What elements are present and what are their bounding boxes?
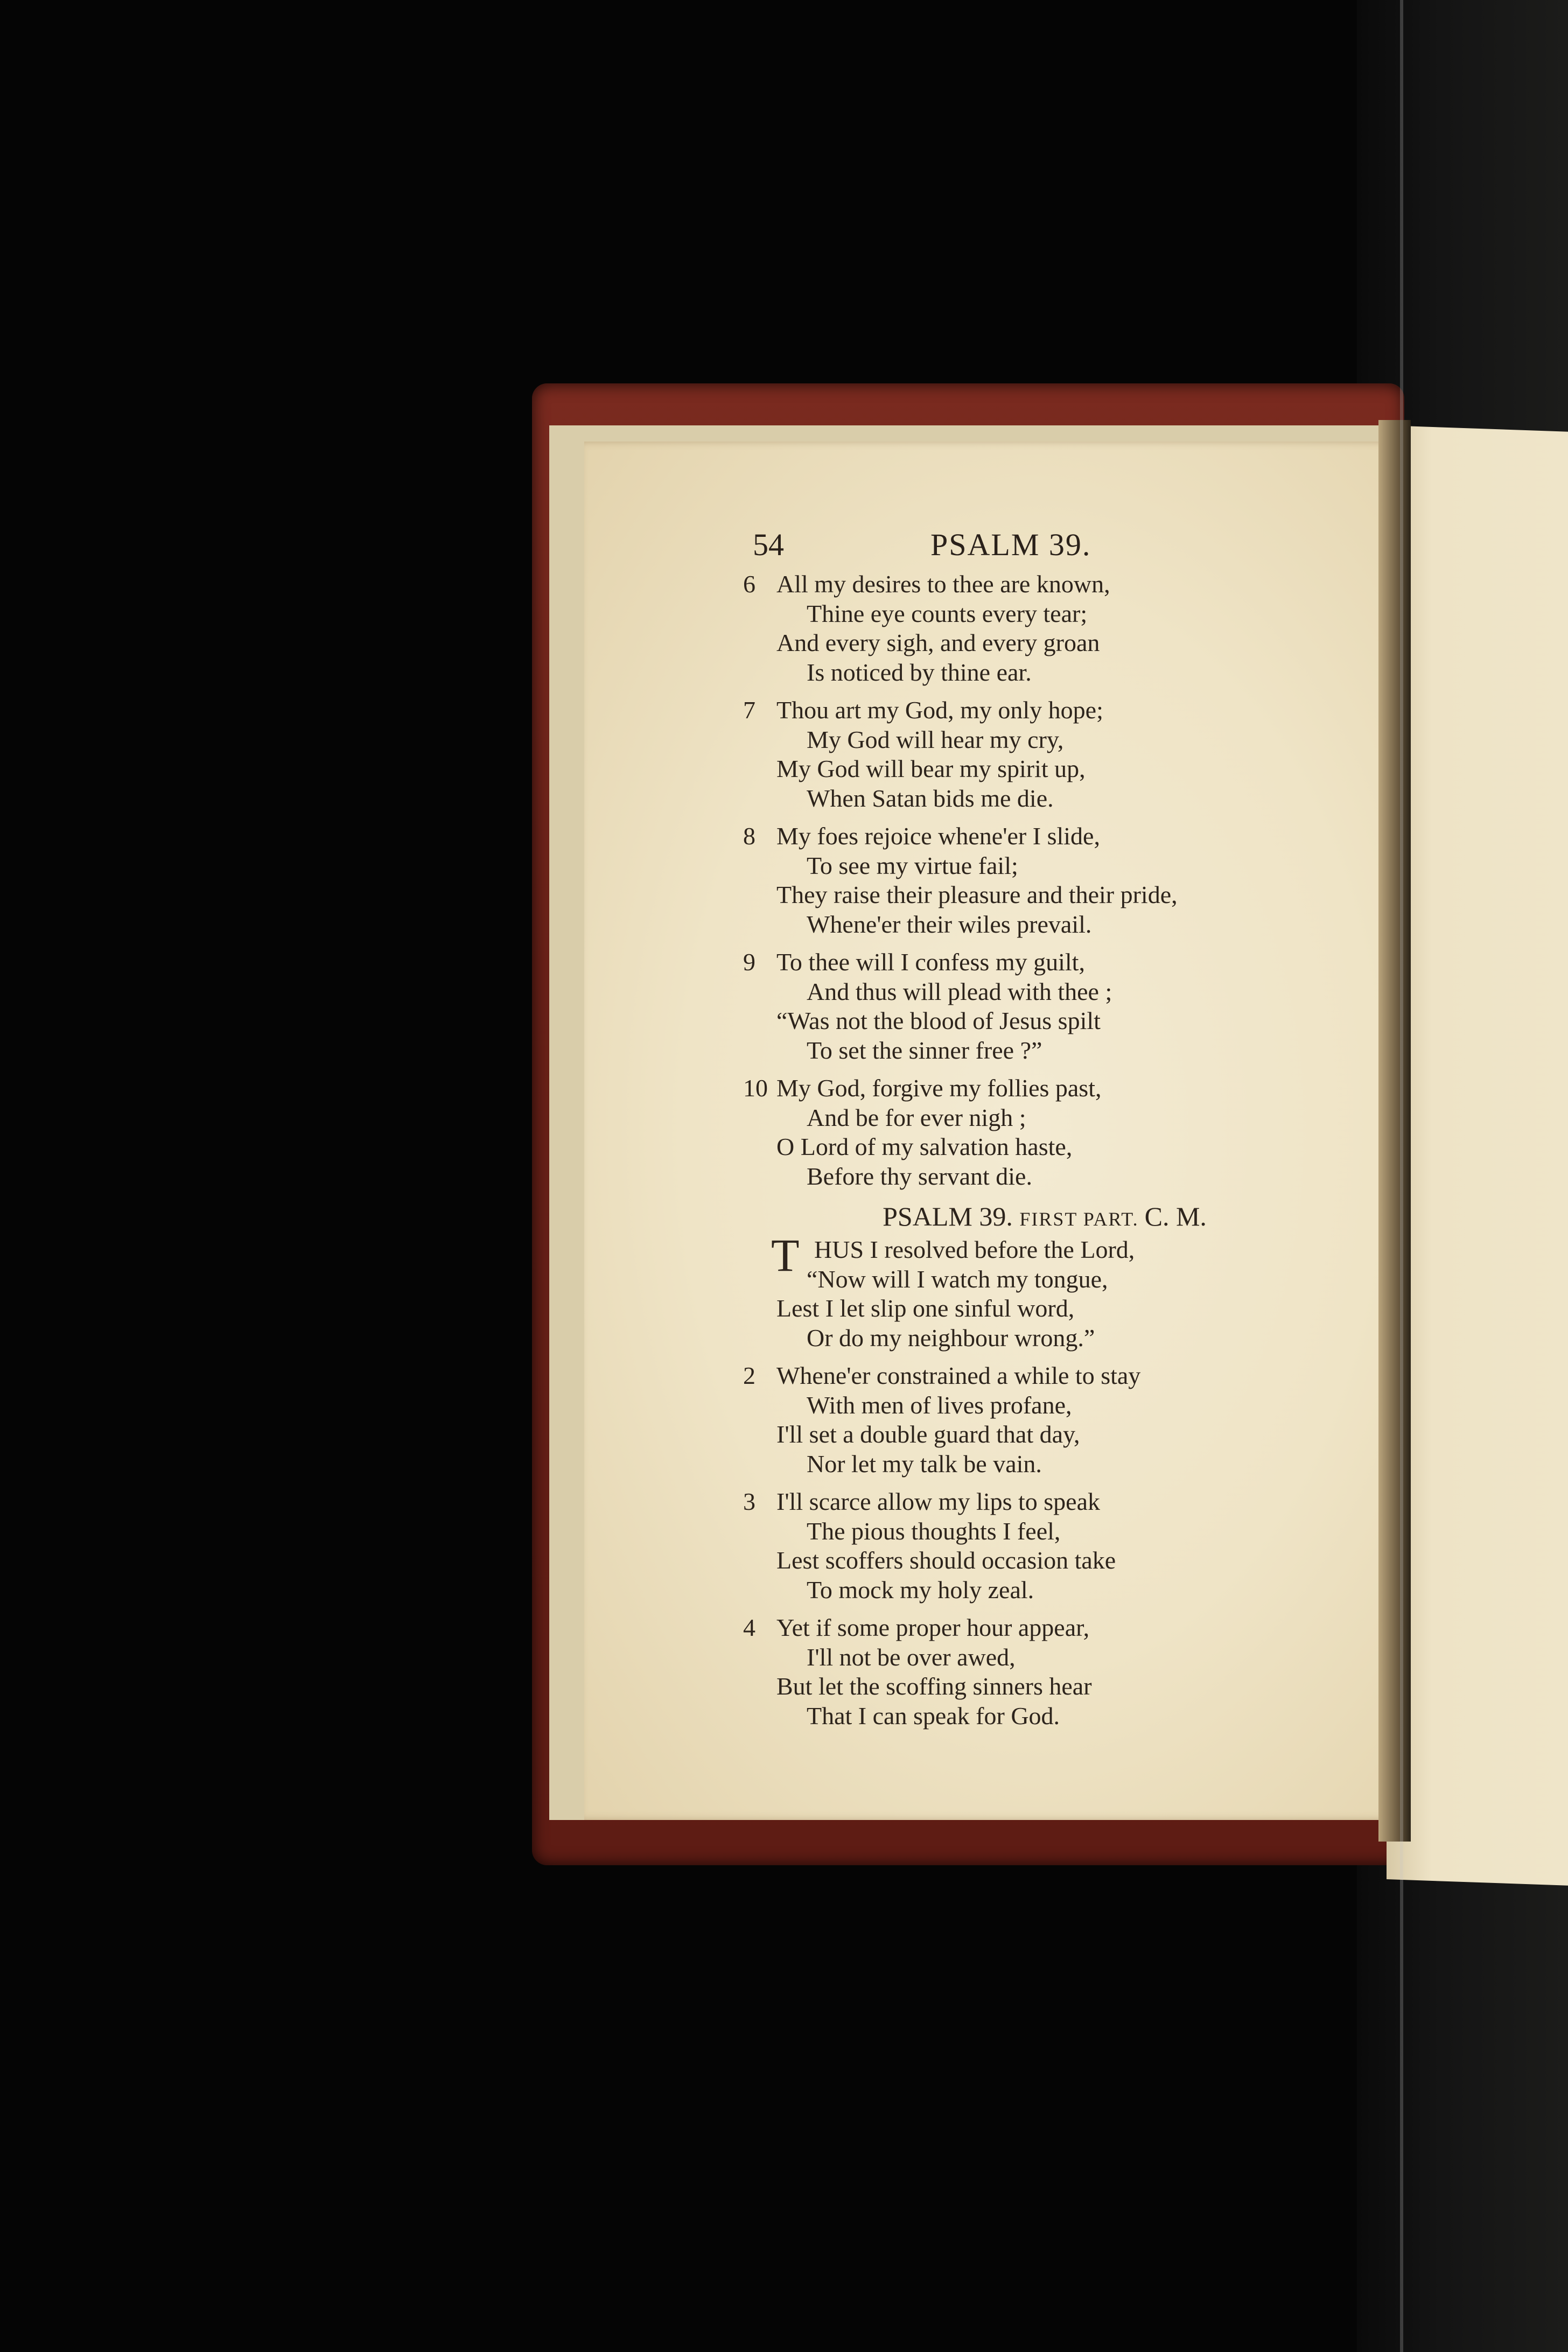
verse-text: Thou art my God, my only hope; — [776, 696, 1103, 724]
verse-line — [743, 1324, 1346, 1353]
verse-text: To thee will I confess my guilt, — [776, 948, 1085, 976]
verse-line — [743, 1450, 1346, 1479]
verse-text: HUS I resolved before the Lord, — [814, 1236, 1135, 1263]
verse-line — [743, 570, 1346, 599]
stanza-gap — [743, 1353, 1346, 1361]
verse-text: “Now will I watch my tongue, — [807, 1265, 1108, 1293]
verse-line — [743, 1294, 1346, 1324]
verse-text: The pious thoughts I feel, — [807, 1517, 1061, 1545]
verse-text: My God, forgive my follies past, — [776, 1074, 1102, 1102]
verse-line — [743, 1702, 1346, 1731]
stanza — [743, 822, 1346, 939]
page-number: 54 — [753, 527, 784, 562]
stanza-number: 3 — [743, 1488, 755, 1515]
verse-text: Nor let my talk be vain. — [807, 1450, 1042, 1478]
running-head-title: PSALM 39. — [930, 527, 1091, 562]
verse-text: With men of lives profane, — [807, 1391, 1072, 1419]
running-header — [753, 527, 1302, 564]
stanza-number: 4 — [743, 1614, 755, 1641]
verse-text: And every sigh, and every groan — [776, 629, 1100, 656]
verse-text: Thine eye counts every tear; — [807, 599, 1088, 627]
section-heading — [743, 1202, 1346, 1235]
verse-text: All my desires to thee are known, — [776, 570, 1110, 598]
stanza — [743, 1229, 1346, 1353]
verse-line — [743, 1546, 1346, 1576]
verse-line — [743, 1487, 1346, 1517]
stanza-gap — [743, 1479, 1346, 1487]
verse-line — [743, 1420, 1346, 1450]
section-meter: C. M. — [1144, 1201, 1207, 1231]
stanza-number: 6 — [743, 570, 755, 598]
verse-text: And be for ever nigh ; — [807, 1103, 1026, 1131]
verse-text: “Was not the blood of Jesus spilt — [776, 1007, 1101, 1034]
stanza-number: 10 — [743, 1074, 768, 1102]
verse-text: Before thy servant die. — [807, 1162, 1032, 1190]
verse-line — [743, 1006, 1346, 1036]
verse-line — [743, 1672, 1346, 1702]
verse-line — [743, 977, 1346, 1007]
stanza-gap — [743, 1065, 1346, 1074]
verse-text: But let the scoffing sinners hear — [776, 1672, 1092, 1700]
verse-line — [743, 1613, 1346, 1643]
verse-text: And thus will plead with thee ; — [807, 977, 1112, 1005]
verse-line — [743, 1643, 1346, 1672]
stanza — [743, 696, 1346, 813]
verse-text: Is noticed by thine ear. — [807, 658, 1032, 686]
verse-line — [743, 1576, 1346, 1605]
verse-text: Or do my neighbour wrong.” — [807, 1324, 1095, 1352]
book-gutter — [1378, 420, 1411, 1842]
drop-cap: T — [771, 1229, 800, 1281]
verse-text: O Lord of my salvation haste, — [776, 1133, 1073, 1160]
verse-text: To mock my holy zeal. — [807, 1576, 1034, 1604]
verse-text: I'll set a double guard that day, — [776, 1420, 1080, 1448]
verse-line — [743, 1074, 1346, 1103]
right-page-sliver — [1387, 425, 1568, 1886]
verse-text: Yet if some proper hour appear, — [776, 1614, 1090, 1641]
stanza-gap — [743, 687, 1346, 696]
spine-highlight — [1400, 0, 1403, 2352]
verse-line — [743, 851, 1346, 881]
stanza-number: 8 — [743, 822, 755, 850]
verse-text: To see my virtue fail; — [807, 851, 1018, 879]
verse-line — [743, 1103, 1346, 1133]
hymn-text — [743, 570, 1346, 1739]
verse-text: When Satan bids me die. — [807, 784, 1054, 812]
stanza-number: 9 — [743, 948, 755, 976]
verse-line — [743, 599, 1346, 629]
stanza — [743, 1074, 1346, 1191]
verse-line — [743, 628, 1346, 658]
verse-text: I'll not be over awed, — [807, 1643, 1016, 1671]
verse-text: That I can speak for God. — [807, 1702, 1060, 1730]
stanza — [743, 570, 1346, 687]
stanza — [743, 948, 1346, 1065]
verse-text: Whene'er their wiles prevail. — [807, 910, 1092, 938]
verse-line — [743, 1132, 1346, 1162]
stanza-gap — [743, 939, 1346, 948]
verse-text: I'll scarce allow my lips to speak — [776, 1488, 1101, 1515]
verse-text: My God will bear my spirit up, — [776, 755, 1086, 782]
section-title: PSALM 39. — [883, 1201, 1013, 1231]
stanza-gap — [743, 813, 1346, 822]
verse-text: To set the sinner free ?” — [807, 1036, 1042, 1064]
verse-line — [743, 1162, 1346, 1192]
stanza-number: 2 — [743, 1362, 755, 1389]
section-part: FIRST PART. — [1019, 1208, 1145, 1230]
verse-text: My foes rejoice whene'er I slide, — [776, 822, 1100, 850]
verse-line — [743, 658, 1346, 688]
verse-text: Lest I let slip one sinful word, — [776, 1294, 1075, 1322]
verse-line — [743, 1517, 1346, 1546]
stanza-number: 7 — [743, 696, 755, 724]
verse-line — [743, 696, 1346, 725]
verse-line — [743, 880, 1346, 910]
verse-line — [743, 725, 1346, 755]
verse-text: Lest scoffers should occasion take — [776, 1546, 1116, 1574]
stanza-gap — [743, 1191, 1346, 1200]
verse-line — [743, 910, 1346, 940]
verse-text: My God will hear my cry, — [807, 725, 1064, 753]
stanza — [743, 1487, 1346, 1605]
verse-line — [743, 784, 1346, 814]
verse-line — [743, 754, 1346, 784]
verse-line — [743, 1361, 1346, 1391]
stanza — [743, 1361, 1346, 1479]
verse-line — [743, 1265, 1346, 1294]
verse-line — [743, 822, 1346, 851]
verse-text: They raise their pleasure and their pride, — [776, 881, 1178, 908]
verse-line — [743, 1036, 1346, 1066]
verse-line — [743, 948, 1346, 977]
verse-line — [743, 1391, 1346, 1420]
stanza-gap — [743, 1605, 1346, 1613]
verse-text: Whene'er constrained a while to stay — [776, 1362, 1141, 1389]
stanza — [743, 1613, 1346, 1731]
stanza-gap — [743, 1731, 1346, 1739]
